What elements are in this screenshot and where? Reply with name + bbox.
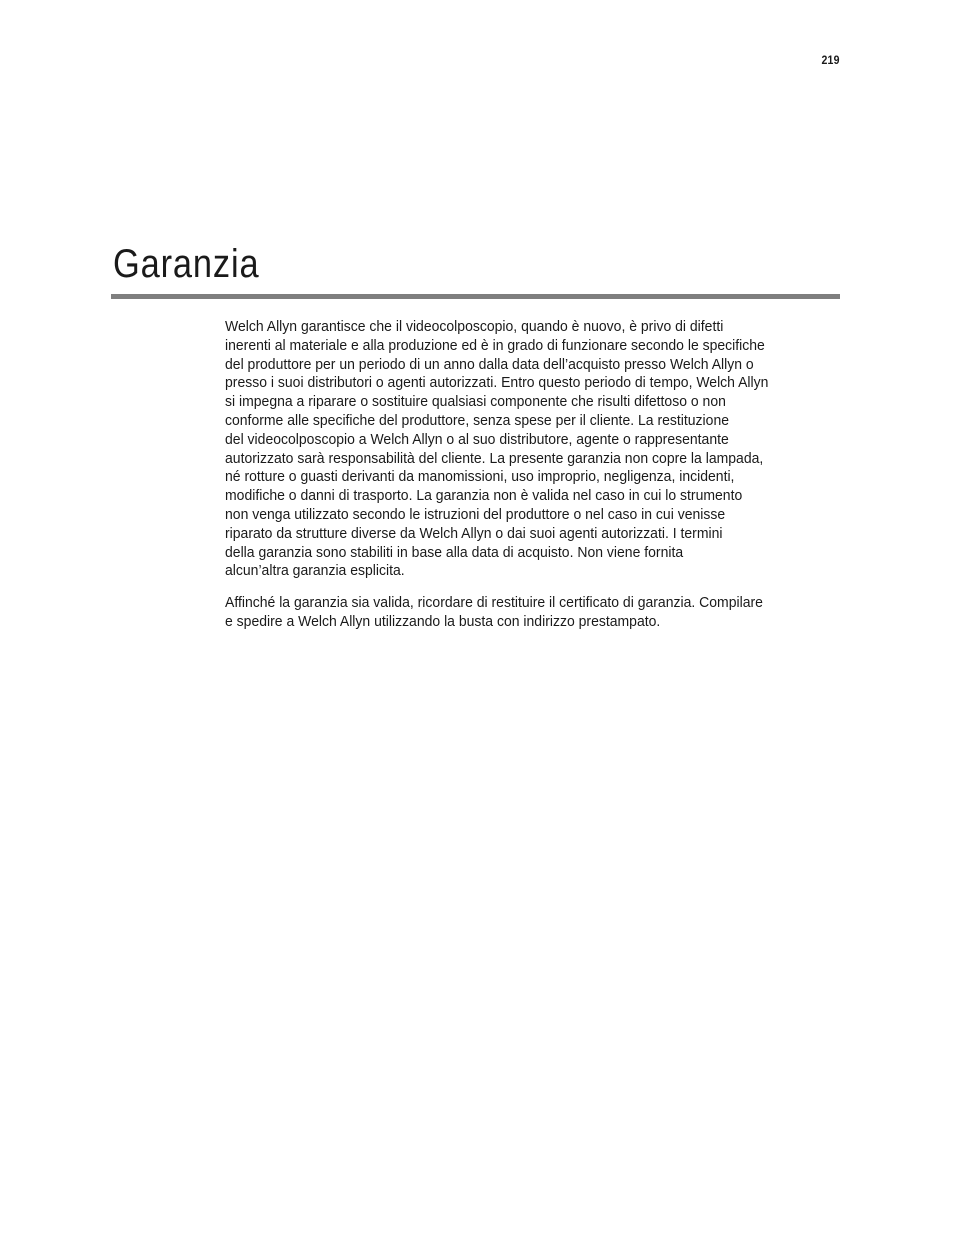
- paragraph-warranty-certificate: [225, 594, 865, 632]
- text-line: Welch Allyn garantisce che il videocolposcopio, quando è nuovo, è privo di difetti: [225, 319, 724, 335]
- page-number: 219: [821, 53, 840, 67]
- text-line: conforme alle specifiche del produttore, senza spese per il cliente. La restituzione: [225, 412, 730, 429]
- text-line: riparato da strutture diverse da Welch Allyn o dai suoi agenti autorizzati. I termini: [225, 525, 723, 542]
- text-line: Affinché la garanzia sia valida, ricordare di restituire il certificato di garanzia. Compilare: [225, 595, 763, 612]
- text-line: del videocolposcopio a Welch Allyn o al suo distributore, agente o rappresentante: [225, 431, 729, 448]
- text-line: si impegna a riparare o sostituire qualsiasi componente che risulti difettoso o non: [225, 394, 726, 411]
- text-line: modifiche o danni di trasporto. La garanzia non è valida nel caso in cui lo strumento: [225, 488, 743, 505]
- text-line: della garanzia sono stabiliti in base alla data di acquisto. Non viene fornita: [225, 544, 684, 561]
- title-rule: [111, 294, 840, 299]
- chapter-title: Garanzia: [113, 242, 260, 286]
- text-line: presso i suoi distributori o agenti autorizzati. Entro questo periodo di tempo, Welch Allyn: [225, 375, 769, 392]
- body-text: [225, 318, 865, 645]
- text-line: e spedire a Welch Allyn utilizzando la busta con indirizzo prestampato.: [225, 613, 661, 630]
- text-line: alcun’altra garanzia esplicita.: [225, 563, 405, 580]
- paragraph-warranty-terms: [225, 318, 865, 581]
- text-line: del produttore per un periodo di un anno dalla data dell’acquisto presso Welch Allyn o: [225, 356, 754, 373]
- text-line: autorizzato sarà responsabilità del cliente. La presente garanzia non copre la lampada,: [225, 450, 764, 467]
- text-line: non venga utilizzato secondo le istruzioni del produttore o nel caso in cui venisse: [225, 506, 726, 523]
- text-line: né rotture o guasti derivanti da manomissioni, uso improprio, negligenza, incidenti,: [225, 469, 735, 486]
- text-line: inerenti al materiale e alla produzione ed è in grado di funzionare secondo le specifiche: [225, 337, 765, 354]
